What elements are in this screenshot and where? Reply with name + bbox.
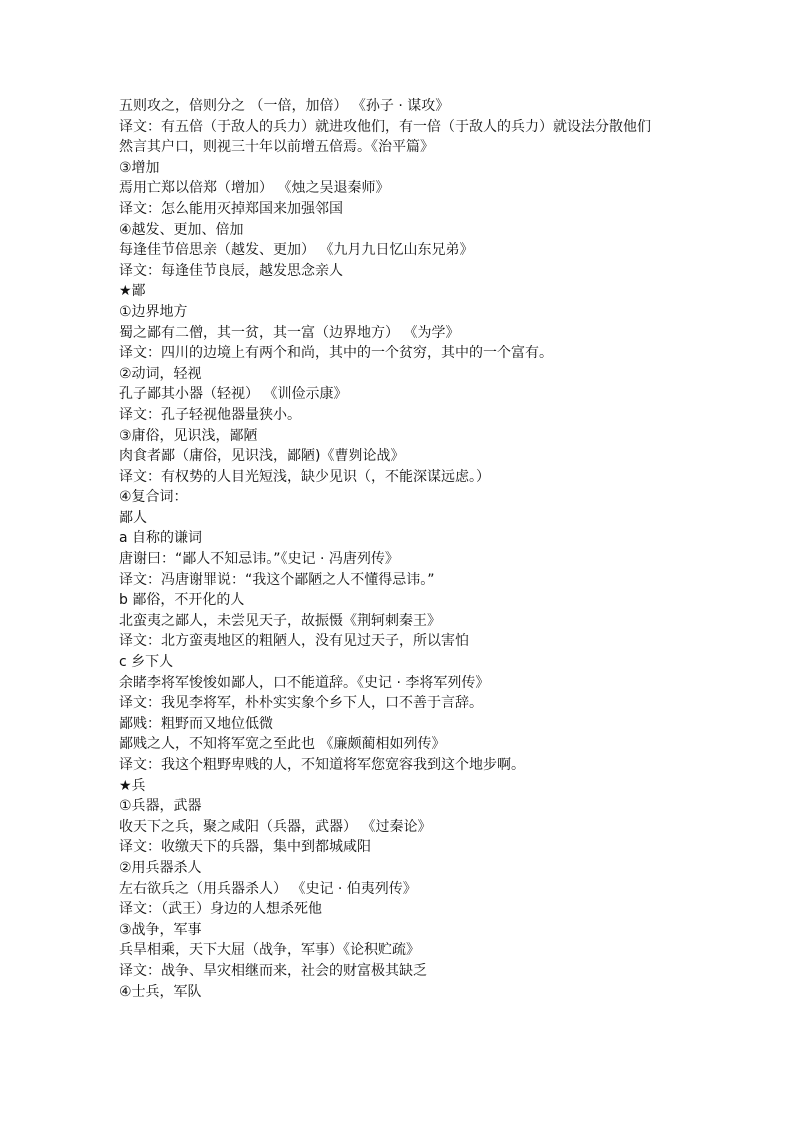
text-line: ④士兵，军队 [119,983,202,1000]
text-line: 然言其户口，则视三十年以前增五倍焉。《治平篇》 [119,139,434,156]
text-line: 左右欲兵之（用兵器杀人） 《史记 · 伯夷列传》 [119,880,417,897]
text-line: 鄙贱之人，不知将军宽之至此也 《廉颇蔺相如列传》 [119,736,446,753]
text-line: ③增加 [119,159,160,176]
text-line: b 鄙俗，不开化的人 [119,592,245,609]
document-page [119,96,759,1002]
text-line: ①边界地方 [119,303,188,320]
text-line: 孔子鄙其小器（轻视） 《训俭示康》 [119,386,348,403]
text-line: 译文：（武王）身边的人想杀死他 [119,901,322,918]
text-line: 译文：四川的边境上有两个和尚，其中的一个贫穷，其中的一个富有。 [119,345,553,362]
text-line: 译文：冯唐谢罪说：“我这个鄙陋之人不懂得忌讳。” [119,571,435,588]
text-line: 收天下之兵，聚之咸阳（兵器，武器） 《过秦论》 [119,818,432,835]
text-line: a 自称的谦词 [119,530,203,547]
text-line: c 乡下人 [119,654,174,671]
text-line: ②用兵器杀人 [119,859,202,876]
text-line: 译文：我这个粗野卑贱的人，不知道将军您宽容我到这个地步啊。 [119,757,525,773]
section-heading: ★兵 [119,777,146,794]
text-line: ③庸俗，见识浅，鄙陋 [119,427,258,444]
text-line: 蜀之鄙有二僧，其一贫，其一富（边界地方） 《为学》 [119,324,460,341]
text-line: 余睹李将军悛悛如鄙人，口不能道辞。《史记 · 李将军列传》 [119,674,490,691]
text-line: 译文：有五倍（于敌人的兵力）就进攻他们，有一倍（于敌人的兵力）就设法分散他们 [119,118,651,135]
text-line: 肉食者鄙（庸俗，见识浅，鄙陋)《曹刿论战》 [119,448,405,465]
text-line: 译文：北方蛮夷地区的粗陋人，没有见过天子，所以害怕 [119,633,469,650]
text-line: 鄙贱：粗野而又地位低微 [119,715,273,732]
text-line: 兵旱相乘，天下大屈（战争，军事）《论积贮疏》 [119,942,420,959]
text-line: ④越发、更加、倍加 [119,221,244,238]
text-line: 五则攻之，倍则分之 （一倍，加倍） 《孙子 · 谋攻》 [119,98,450,114]
text-line: 北蛮夷之鄙人，未尝见天子，故振慑《荆轲刺秦王》 [119,612,441,629]
text-line: 译文：怎么能用灭掉郑国来加强邻国 [119,200,343,217]
text-line: 鄙人 [119,509,147,526]
text-line: ④复合词： [119,489,188,506]
text-line: 每逢佳节倍思亲（越发、更加） 《九月九日忆山东兄弟》 [119,242,474,259]
text-line: 唐谢曰：“鄙人不知忌讳。”《史记 · 冯唐列传》 [119,551,399,568]
text-line: 译文：有权势的人目光短浅，缺少见识（，不能深谋远虑。） [119,468,490,485]
text-line: ①兵器，武器 [119,798,202,815]
text-line: 译文：每逢佳节良辰，越发思念亲人 [119,262,343,279]
text-line: 译文：收缴天下的兵器，集中到都城咸阳 [119,839,371,856]
section-heading: ★鄙 [119,283,146,300]
text-line: ③战争，军事 [119,921,202,938]
text-line: 译文：孔子轻视他器量狭小。 [119,406,301,423]
text-line: 译文：我见李将军，朴朴实实象个乡下人，口不善于言辞。 [119,695,483,712]
text-line: ②动词，轻视 [119,365,202,382]
text-line: 译文：战争、旱灾相继而来，社会的财富极其缺乏 [119,962,427,979]
text-line: 焉用亡郑以倍郑（增加） 《烛之吴退秦师》 [119,180,390,197]
